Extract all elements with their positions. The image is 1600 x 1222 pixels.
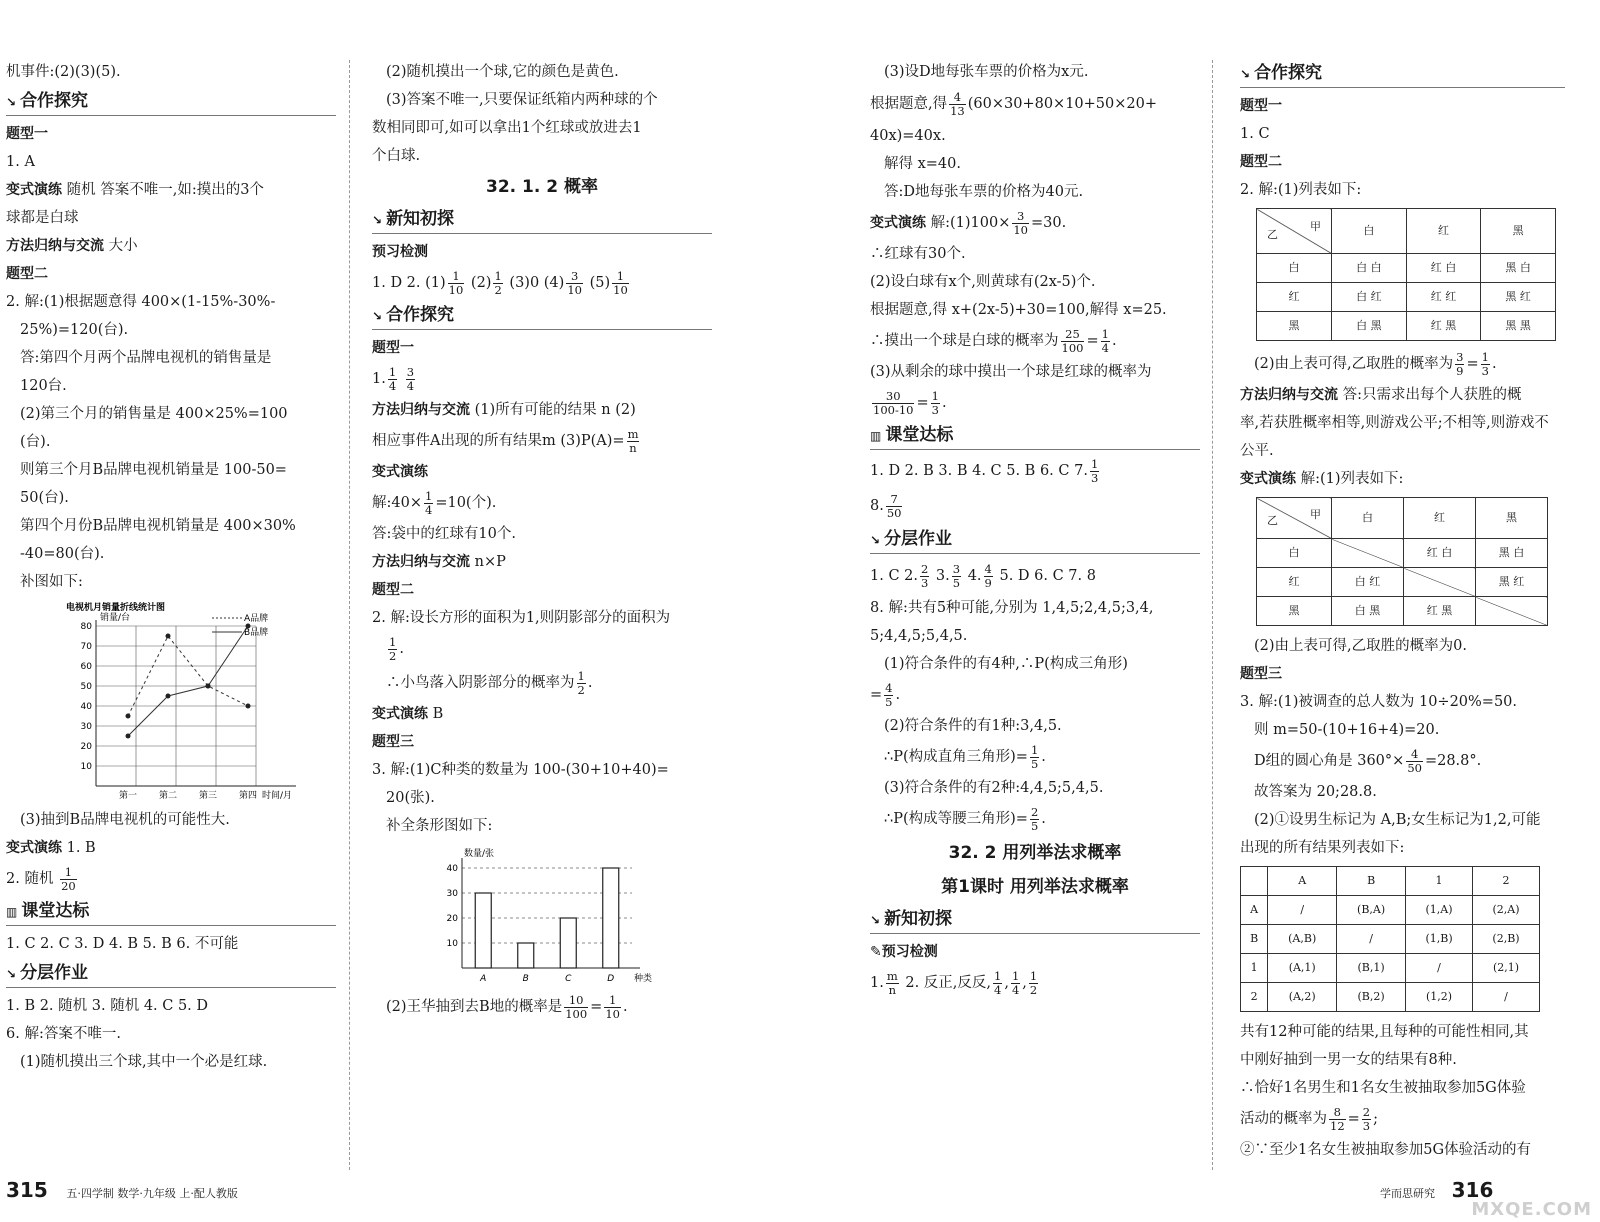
section-title: 新知初探 — [386, 209, 455, 229]
text-line: 3. 解:(1)被调查的总人数为 10÷20%=50. — [1240, 694, 1518, 710]
section-title: 新知初探 — [884, 909, 953, 929]
column-4: ↘ 合作探究 题型一 1. C 题型二 2. 解:(1)列表如下: 甲 乙 白 红 黑 白 白 白 红 白 黑 白 红 白 红 红 红 黑 红 黑 白 黑 红 黑 黑 黑 (2)由上表可得,乙取胜的概率为 $\frac{3}{9}$ = $\frac{1}{3}$ . 方法归纳与交流 答:只需求出每个人获胜的概 率,若获胜概率相等,则游戏公平;不相等,则游戏不 公平. 变式演练 解:(1)列表如下: 甲 乙 白 红 黑 白 红 白 黑 白 红 白 红 黑 红 黑 白 黑 红 黑 (2)由上表可得,乙取胜的概率为0. 题型三 3. 解:(1)被调查的总人数为 10÷20%=50. 则 m=50-(10+16+4)=20. D组的圆心角是 360°× $\frac{4}{50}$ =28.8°. 故答案为 20;28.8. (2)①设男生标记为 A,B;女生标记为1,2,可能 出现的所有结果列表如下: A B 1 2 A / (B,A) (1,A) (2,A) B (A,B) / (1,B) (2,B) 1 (A,1) (B,1) / (2,1) 2 (A,2) (B,2) (1,2) / 共有12种可能的结果,且每种的可能性相同,其 中刚好抽到一男一女的结果有8种. ∴恰好1名男生和1名女生被抽取参加5G体验 活动的概率为 $\frac{8}{12}$ = $\frac{2}{3}$ ; ②∵至少1名女生被抽取参加5G体验活动的有 — [1240, 58, 1565, 1164]
footer-left — [6, 1178, 238, 1202]
text-line: 球都是白球 — [6, 210, 79, 226]
text-line: 25%)=120(台). — [20, 322, 129, 338]
result-table-3: A B 1 2 A / (B,A) (1,A) (2,A) B (A,B) / (1,B) (2,B) 1 (A,1) (B,1) / (2,1) 2 (A,2) (B,2) (1,2) / — [1240, 866, 1540, 1012]
x-tick-label: 第一 — [118, 791, 138, 801]
y-tick-label: 50 — [80, 682, 92, 692]
bookmark-icon: ↘ — [372, 213, 383, 227]
text-line: 第四个月份B品牌电视机销量是 400×30% — [20, 518, 296, 534]
text-line: (3)答案不唯一,只要保证纸箱内两种球的个 — [386, 92, 658, 108]
text-line: 答:袋中的红球有10个. — [372, 526, 516, 542]
pencil-icon: ✎ — [870, 944, 882, 960]
text-line: 1. A — [6, 154, 35, 170]
text-line: 中刚好抽到一男一女的结果有8种. — [1240, 1052, 1457, 1068]
section-heading — [6, 88, 336, 116]
y-tick-label: 20 — [446, 914, 458, 924]
text-line: 2. 解:设长方形的面积为1,则阴影部分的面积为 — [372, 610, 671, 626]
section-heading — [6, 898, 336, 926]
y-tick-label: 10 — [80, 762, 92, 772]
question-type: 题型一 — [372, 340, 414, 356]
y-axis-label: 数量/张 — [464, 849, 495, 859]
y-tick-label: 30 — [446, 889, 458, 899]
text-line: 率,若获胜概率相等,则游戏公平;不相等,则游戏不 — [1240, 415, 1549, 431]
text-line: 8. 解:共有5种可能,分别为 1,4,5;2,4,5;3,4, — [870, 600, 1154, 616]
section-heading — [372, 206, 712, 234]
fraction: $\frac{1}{20}$ — [61, 864, 76, 893]
bookmark-icon: ↘ — [6, 967, 17, 981]
text-line: 20(张). — [386, 790, 435, 806]
subsection-title: 预习检测 — [372, 244, 428, 260]
text-line: (3)抽到B品牌电视机的可能性大. — [20, 812, 230, 828]
page-number: 315 — [6, 1178, 48, 1202]
series-a-point — [166, 634, 171, 639]
text-line: ∴恰好1名男生和1名女生被抽取参加5G体验 — [1240, 1080, 1526, 1096]
series-a-point — [246, 704, 251, 709]
text-line: 补图如下: — [20, 574, 83, 590]
text-line: 共有12种可能的结果,且每种的可能性相同,其 — [1240, 1024, 1529, 1040]
text-line: ②∵至少1名女生被抽取参加5G体验活动的有 — [1240, 1142, 1532, 1158]
text-line: 则 m=50-(10+16+4)=20. — [1254, 722, 1440, 738]
text-line: (2)第三个月的销售量是 400×25%=100 — [20, 406, 288, 422]
legend-a-label: A品牌 — [244, 614, 269, 624]
book-icon: ▥ — [870, 429, 882, 443]
bookmark-icon: ↘ — [6, 95, 17, 109]
text-line: -40=80(台). — [20, 546, 105, 562]
x-tick-label: 第三 — [198, 791, 218, 801]
text-line: 解得 x=40. — [884, 156, 961, 172]
text-line: (2)随机摸出一个球,它的颜色是黄色. — [386, 64, 619, 80]
question-type: 题型二 — [6, 266, 48, 282]
text-line: (1)符合条件的有4种,∴P(构成三角形) — [884, 656, 1128, 672]
section-heading — [6, 960, 336, 988]
text-line: 机事件:(2)(3)(5). — [6, 64, 121, 80]
text-line: 随机 答案不唯一,如:摸出的3个 — [62, 182, 264, 198]
text-line: (台). — [20, 434, 51, 450]
text-line: 故答案为 20;28.8. — [1254, 784, 1377, 800]
text-line: 答:D地每张车票的价格为40元. — [884, 184, 1084, 200]
section-title: 32. 1. 2 概率 — [486, 177, 598, 197]
text-line: 1. C — [1240, 126, 1270, 142]
result-table-1: 甲 乙 白 红 黑 白 白 白 红 白 黑 白 红 白 红 红 红 黑 红 黑 白 黑 红 黑 黑 黑 — [1256, 208, 1556, 341]
section-title: 32. 2 用列举法求概率 — [948, 843, 1122, 863]
y-axis-label: 销量/台 — [100, 613, 131, 623]
section-title: 分层作业 — [20, 963, 89, 983]
text-line: 大小 — [104, 238, 138, 254]
x-tick-label: 第二 — [158, 791, 178, 801]
y-tick-label: 20 — [80, 742, 92, 752]
x-tick-label: C — [565, 974, 572, 984]
text-line: (3)设D地每张车票的价格为x元. — [884, 64, 1089, 80]
subsection-title: ✎预习检测 — [870, 944, 938, 960]
x-tick-label: D — [607, 974, 615, 984]
column-3: (3)设D地每张车票的价格为x元. 根据题意,得 $\frac{4}{13}$ (60×30+80×10+50×20+ 40x)=40x. 解得 x=40. 答:D地每张车票的价格为40元. 变式演练 解:(1)100× $\frac{3}{10}$ =30. ∴红球有30个. (2)设白球有x个,则黄球有(2x-5)个. 根据题意,得 x+(2x-5)+30=100,解得 x=25. ∴摸出一个球是白球的概率为 $\frac{25}{100}$ = $\frac{1}{4}$ . (3)从剩余的球中摸出一个球是红球的概率为 $\frac{30}{100-10}$ = $\frac{1}{3}$ . ▥ 课堂达标 1. D 2. B 3. B 4. C 5. B 6. C 7. $\frac{1}{3}$ 8. $\frac{7}{50}$ ↘ 分层作业 1. C 2. $\frac{2}{3}$ 3. $\frac{3}{5}$ 4. $\frac{4}{9}$ 5. D 6. C 7. 8 8. 解:共有5种可能,分别为 1,4,5;2,4,5;3,4, 5;4,4,5;5,4,5. (1)符合条件的有4种,∴P(构成三角形) = $\frac{4}{5}$ . (2)符合条件的有1种:3,4,5. ∴P(构成直角三角形)= $\frac{1}{5}$ . (3)符合条件的有2种:4,4,5;5,4,5. ∴P(构成等腰三角形)= $\frac{2}{5}$ . 32. 2 用列举法求概率 第1课时 用列举法求概率 ↘ 新知初探 ✎预习检测 1. $\frac{m}{n}$ 2. 反正,反反, $\frac{1}{4}$ , $\frac{1}{4}$ , $\frac{1}{2}$ — [870, 58, 1200, 1000]
section-heading — [1240, 60, 1565, 88]
text-line: (1)随机摸出三个球,其中一个必是红球. — [20, 1054, 268, 1070]
bar — [518, 943, 534, 968]
section-title: 第1课时 用列举法求概率 — [941, 877, 1129, 897]
y-tick-label: 40 — [446, 864, 458, 874]
x-tick-label: B — [522, 974, 529, 984]
label: 方法归纳与交流 — [6, 238, 104, 254]
text-line: 1. B 2. 随机 3. 随机 4. C 5. D — [6, 998, 209, 1014]
series-a-point — [126, 714, 131, 719]
text-line: 根据题意,得 x+(2x-5)+30=100,解得 x=25. — [870, 302, 1167, 318]
question-type: 题型三 — [1240, 666, 1282, 682]
series-a-line — [128, 636, 248, 716]
legend-b-label: B品牌 — [244, 628, 269, 638]
text-line: 2. 解:(1)根据题意得 400×(1-15%-30%- — [6, 294, 276, 310]
text-line: 50(台). — [20, 490, 69, 506]
x-axis-label: 种类 — [634, 974, 653, 984]
column-1 — [6, 58, 336, 1076]
chart-title: 电视机月销量折线统计图 — [66, 603, 166, 613]
series-b-line — [128, 626, 248, 736]
label: 变式演练 — [6, 182, 62, 198]
bookmark-icon: ↘ — [870, 533, 881, 547]
question-type: 题型三 — [372, 734, 414, 750]
footer-text: 五·四学制 数学·九年级 上·配人教版 — [66, 1187, 238, 1200]
text-line: (2)设白球有x个,则黄球有(2x-5)个. — [870, 274, 1096, 290]
book-icon: ▥ — [6, 905, 18, 919]
label: 变式演练 — [6, 840, 62, 856]
watermark: MXQE.COM — [1471, 1199, 1592, 1220]
text-line: 40x)=40x. — [870, 128, 946, 144]
section-title: 课堂达标 — [885, 425, 954, 445]
y-tick-label: 70 — [80, 642, 92, 652]
y-tick-label: 60 — [80, 662, 92, 672]
text-line: (2)由上表可得,乙取胜的概率为0. — [1254, 638, 1467, 654]
question-type: 题型一 — [6, 126, 48, 142]
question-type: 题型二 — [1240, 154, 1282, 170]
x-axis-label: 时间/月 — [262, 791, 293, 801]
footer-text: 学而思研究 — [1380, 1187, 1435, 1200]
series-b-point — [126, 734, 131, 739]
text-line: 1. C 2. C 3. D 4. B 5. B 6. 不可能 — [6, 936, 239, 952]
text-line: (2)符合条件的有1种:3,4,5. — [884, 718, 1062, 734]
text-line: 补全条形图如下: — [386, 818, 493, 834]
text-line: 答:第四个月两个品牌电视机的销售量是 — [20, 350, 272, 366]
bookmark-icon: ↘ — [372, 309, 383, 323]
section-heading — [870, 422, 1200, 450]
series-b-point — [246, 624, 251, 629]
text-line: (3)符合条件的有2种:4,4,5;5,4,5. — [884, 780, 1104, 796]
section-heading — [372, 302, 712, 330]
result-table-2: 甲 乙 白 红 黑 白 红 白 黑 白 红 白 红 黑 红 黑 白 黑 红 黑 — [1256, 497, 1548, 626]
x-tick-label: A — [480, 974, 487, 984]
bar — [560, 918, 576, 968]
text-line: 3. 解:(1)C种类的数量为 100-(30+10+40)= — [372, 762, 669, 778]
section-title: 课堂达标 — [21, 901, 90, 921]
question-type: 题型二 — [372, 582, 414, 598]
y-tick-label: 30 — [80, 722, 92, 732]
text-line: 数相同即可,如可以拿出1个红球或放进去1 — [372, 120, 642, 136]
column-2: (2)随机摸出一个球,它的颜色是黄色. (3)答案不唯一,只要保证纸箱内两种球的个 数相同即可,如可以拿出1个红球或放进去1 个白球. 32. 1. 2 概率 ↘ 新知初探 预习检测 1. D 2. (1) $\frac{1}{10}$ (2) $\frac{1}{2}$ (3)0 (4) $\frac{3}{10}$ (5) $\frac{1}{10}$ ↘ 合作探究 题型一 1. $\frac{1}{4}$ $\frac{3}{4}$ 方法归纳与交流 (1)所有可能的结果 n (2) 相应事件A出现的所有结果m (3)P(A)= $\frac{m}{n}$ 变式演练 解:40× $\frac{1}{4}$ =10(个). 答:袋中的红球有10个. 方法归纳与交流 n×P 题型二 2. 解:设长方形的面积为1,则阴影部分的面积为 $\frac{1}{2}$ . ∴小鸟落入阴影部分的概率为 $\frac{1}{2}$ . 变式演练 B 题型三 3. 解:(1)C种类的数量为 100-(30+10+40)= 20(张). 补全条形图如下: 数量/张 10 20 30 40 A B C D 种类 (2)王华抽到去B地的概率是 $\frac{10}{100}$ = $\frac{1}{10}$ . — [372, 58, 712, 1024]
y-tick-label: 10 — [446, 939, 458, 949]
section-title: 合作探究 — [20, 91, 89, 111]
text-line: 5;4,4,5;5,4,5. — [870, 628, 968, 644]
section-title: 分层作业 — [884, 529, 953, 549]
text-line: 6. 解:答案不唯一. — [6, 1026, 121, 1042]
section-title: 合作探究 — [1254, 63, 1323, 83]
text-line: (2)①设男生标记为 A,B;女生标记为1,2,可能 — [1254, 812, 1541, 828]
bookmark-icon: ↘ — [870, 913, 881, 927]
text-line: (3)从剩余的球中摸出一个球是红球的概率为 — [870, 364, 1152, 380]
series-b-point — [206, 684, 211, 689]
bar — [603, 868, 619, 968]
bar — [475, 893, 491, 968]
section-heading — [870, 906, 1200, 934]
text-line: 2. 随机 — [6, 871, 54, 887]
page-number: 316 — [1451, 1178, 1494, 1202]
series-b-point — [166, 694, 171, 699]
section-title: 合作探究 — [386, 305, 455, 325]
section-heading — [870, 526, 1200, 554]
text-line: 个白球. — [372, 148, 421, 164]
x-tick-label: 第四 — [238, 791, 258, 801]
bookmark-icon: ↘ — [1240, 67, 1251, 81]
text-line: ∴红球有30个. — [870, 246, 966, 262]
line-chart — [46, 596, 346, 806]
question-type: 题型一 — [1240, 98, 1282, 114]
text-line: 120台. — [20, 378, 67, 394]
text-line: 出现的所有结果列表如下: — [1240, 840, 1405, 856]
text-line: 则第三个月B品牌电视机销量是 100-50= — [20, 462, 287, 478]
label: 变式演练 — [372, 464, 428, 480]
y-tick-label: 80 — [80, 622, 92, 632]
y-tick-label: 40 — [80, 702, 92, 712]
bar-chart — [432, 840, 692, 990]
text-line: 1. B — [62, 840, 96, 856]
text-line: 2. 解:(1)列表如下: — [1240, 182, 1362, 198]
text-line: 公平. — [1240, 443, 1274, 459]
